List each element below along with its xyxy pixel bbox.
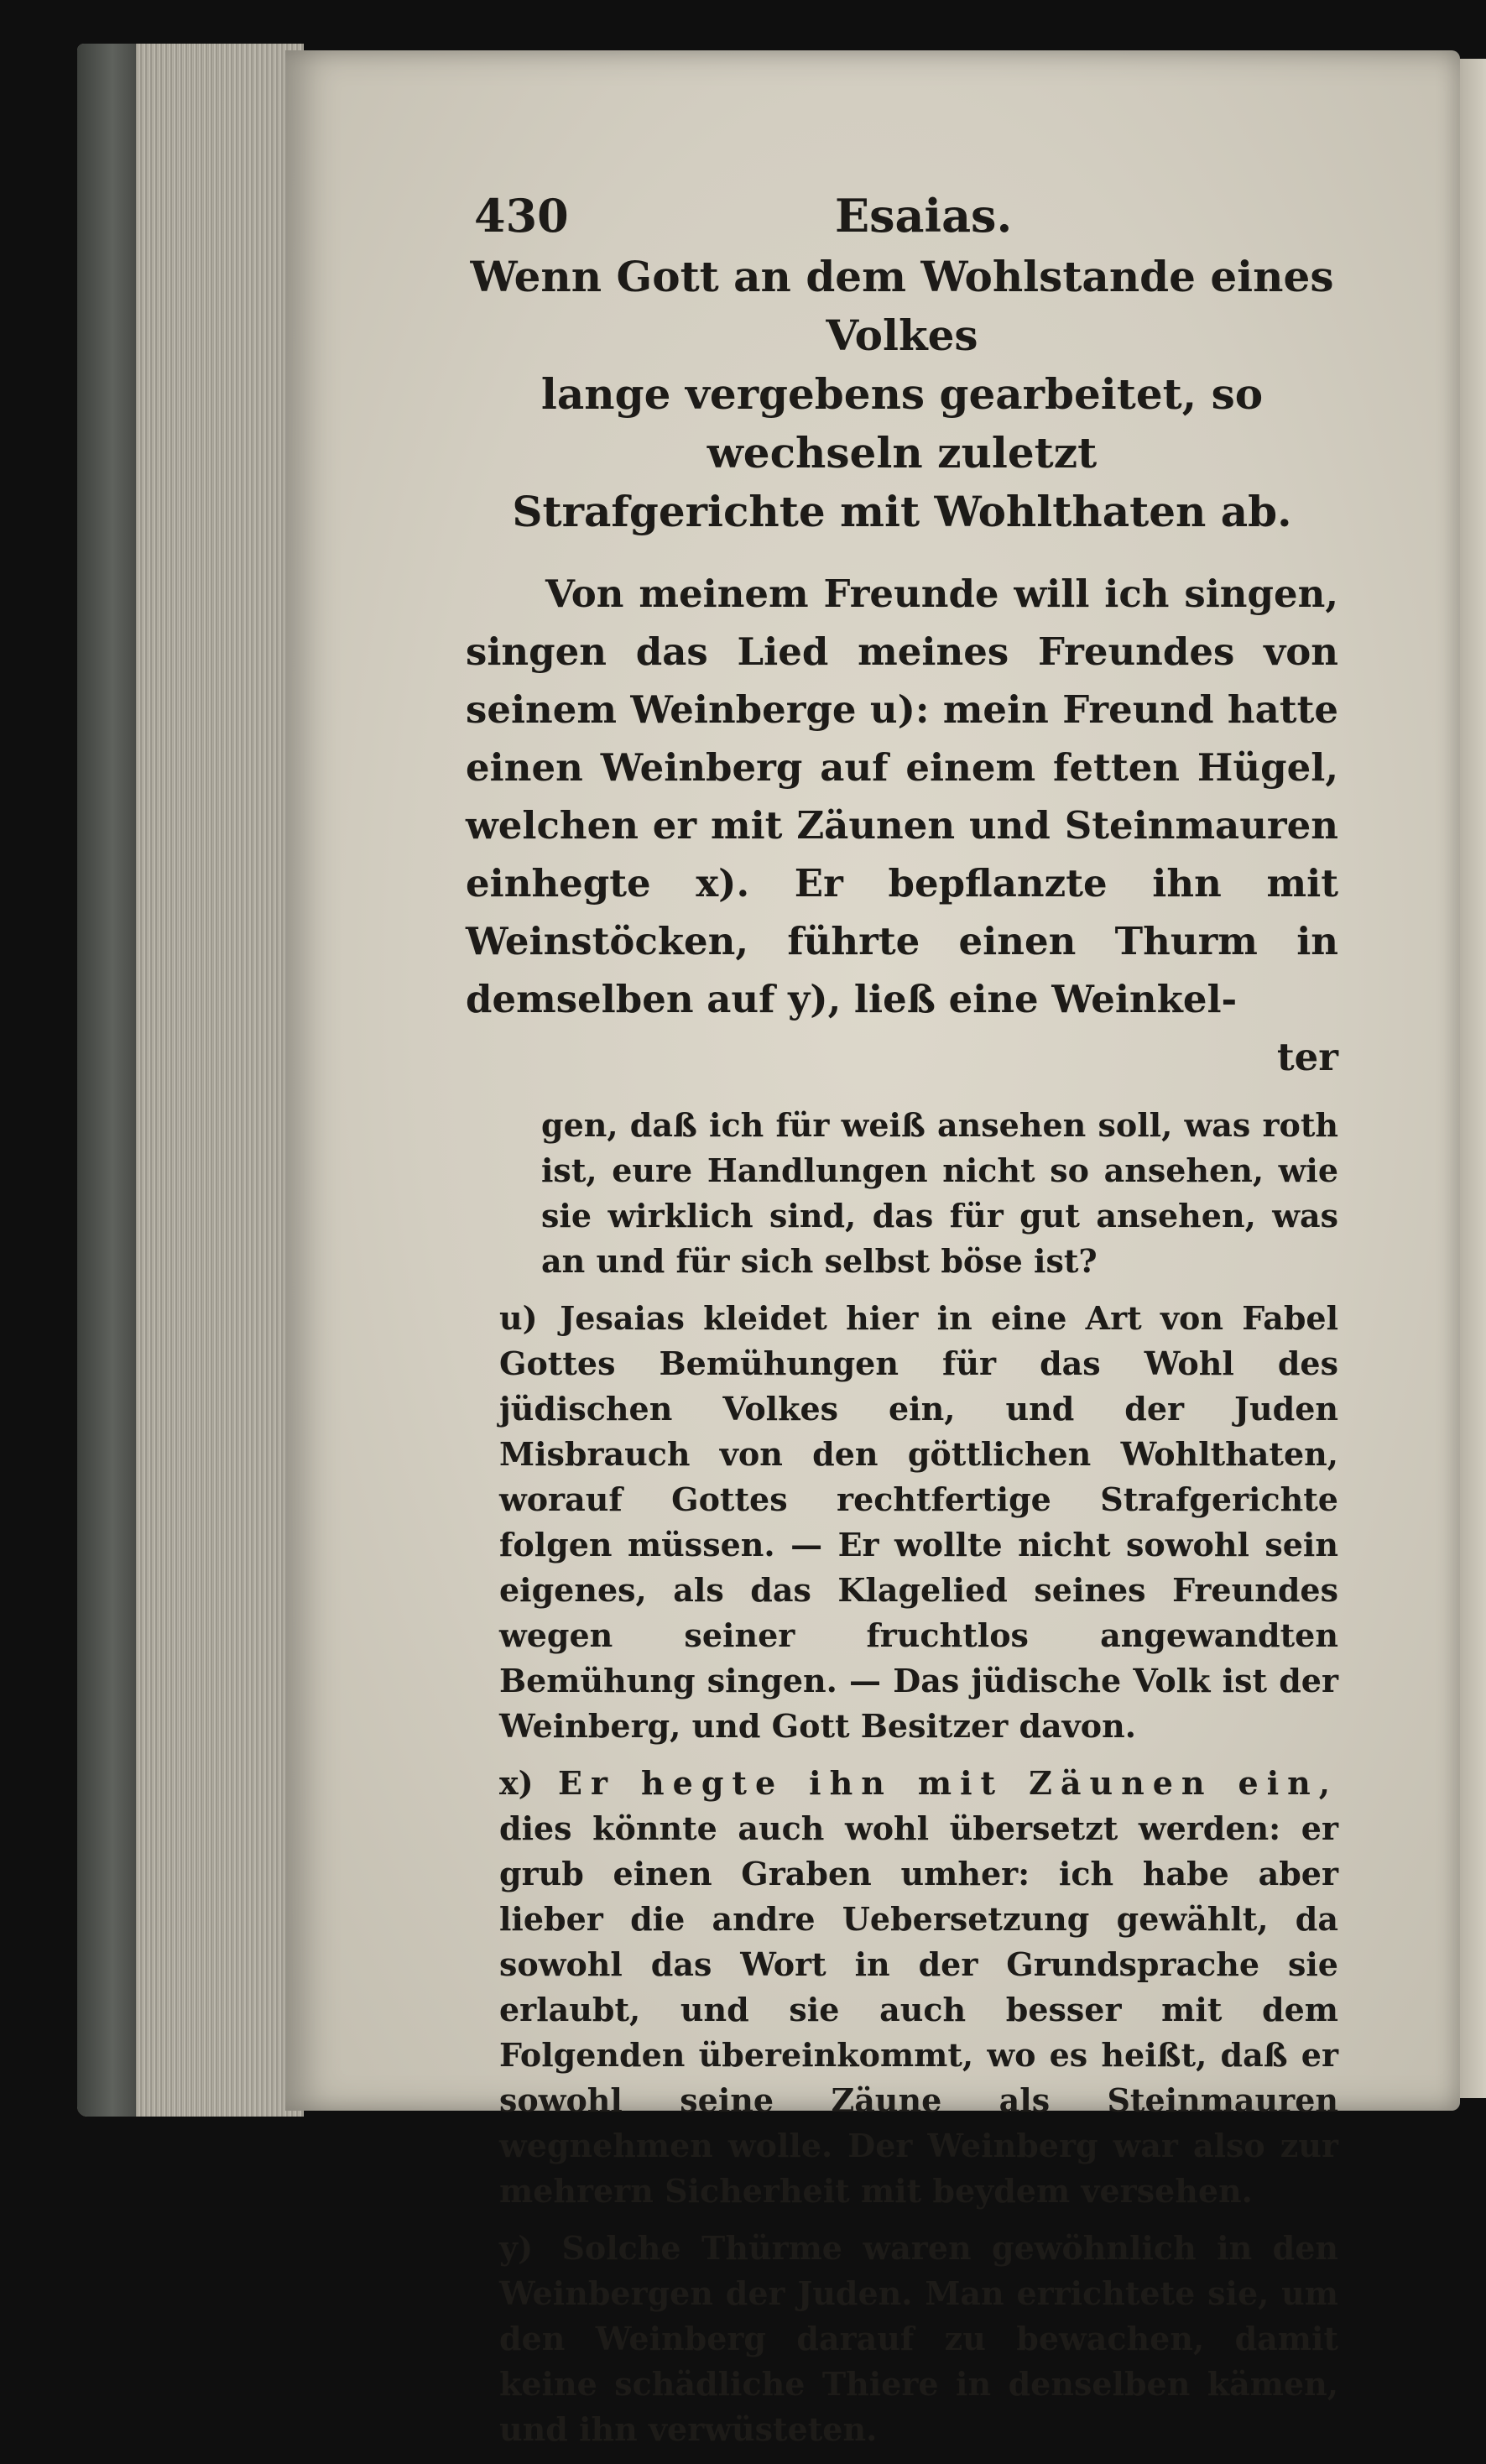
- page-text-block: [466, 180, 1338, 2464]
- section-heading: [466, 248, 1338, 541]
- section-heading-line: Wenn Gott an dem Wohlstande eines Volkes: [470, 252, 1334, 360]
- footnote-u: [499, 1296, 1338, 1749]
- section-heading-line: Strafgerichte mit Wohlthaten ab.: [512, 487, 1292, 536]
- catchword: ter: [1276, 1035, 1338, 1079]
- footnote-text: Solche Thürme waren gewöhnlich in den Weinbergen der Juden. Man errichtete sie, um den Weinberg darauf zu bewachen, damit keine schädliche Thiere in denselben kämen, und ihn verwüsteten.: [499, 2229, 1338, 2448]
- footnote-text: dies könnte auch wohl übersetzt werden: er grub einen Graben umher: ich habe aber lieber die andre Uebersetzung gewählt, da sowohl das Wort in der Grundsprache sie erlaubt, und sie auch besser mit dem Folgenden übereinkommt, wo es heißt, daß er sowohl seine Zäune als Steinmauren wegnehmen wolle. Der Weinberg war also zur mehrern Sicherheit mit beydem versehen.: [499, 1809, 1338, 2210]
- running-head-title: Esaias.: [835, 189, 1013, 243]
- footnote-text: Jesaias kleidet hier in eine Art von Fabel Gottes Bemühungen für das Wohl des jüdischen Volkes ein, und der Juden Misbrauch von den göttlichen Wohlthaten, worauf Gottes rechtfertige Strafgerichte folgen müssen. — Er wollte nicht sowohl sein eigenes, als das Klagelied seines Freundes wegen seiner fruchtlos angewandten Bemühung singen. — Das jüdische Volk ist der Weinberg, und Gott Besitzer davon.: [499, 1299, 1339, 1745]
- footnote-continued: gen, daß ich für weiß ansehen soll, was roth ist, eure Handlungen nicht so ansehen, wie sie wirklich sind, das für gut ansehen, was an und für sich selbst böse ist?: [541, 1106, 1338, 1280]
- footnote-marker: u): [499, 1299, 538, 1337]
- section-heading-line: lange vergebens gearbeitet, so wechseln zuletzt: [540, 369, 1264, 478]
- footnote-x: [499, 1761, 1338, 2214]
- running-head: [466, 180, 1338, 248]
- footnote-marker: y): [499, 2229, 534, 2267]
- footnote-spaced-quote: Er hegte ihn mit Zäunen ein,: [558, 1764, 1339, 1802]
- footnotes: [499, 1103, 1338, 2452]
- page-number: 430: [474, 189, 569, 243]
- footnote-y: [499, 2226, 1338, 2452]
- body-paragraph: Von meinem Freunde will ich singen, singen das Lied meines Freundes von seinem Weinberge u): mein Freund hatte einen Weinberg auf einem fetten Hügel, welchen er mit Zäunen und Steinmauren einhegte x). Er bepflanzte ihn mit Weinstöcken, führte einen Thurm in demselben auf y), ließ eine Weinkel-: [466, 572, 1338, 1021]
- footnote-marker: x): [499, 1764, 534, 1802]
- next-page-edge: [1460, 59, 1486, 2098]
- book-spine: [77, 44, 136, 2117]
